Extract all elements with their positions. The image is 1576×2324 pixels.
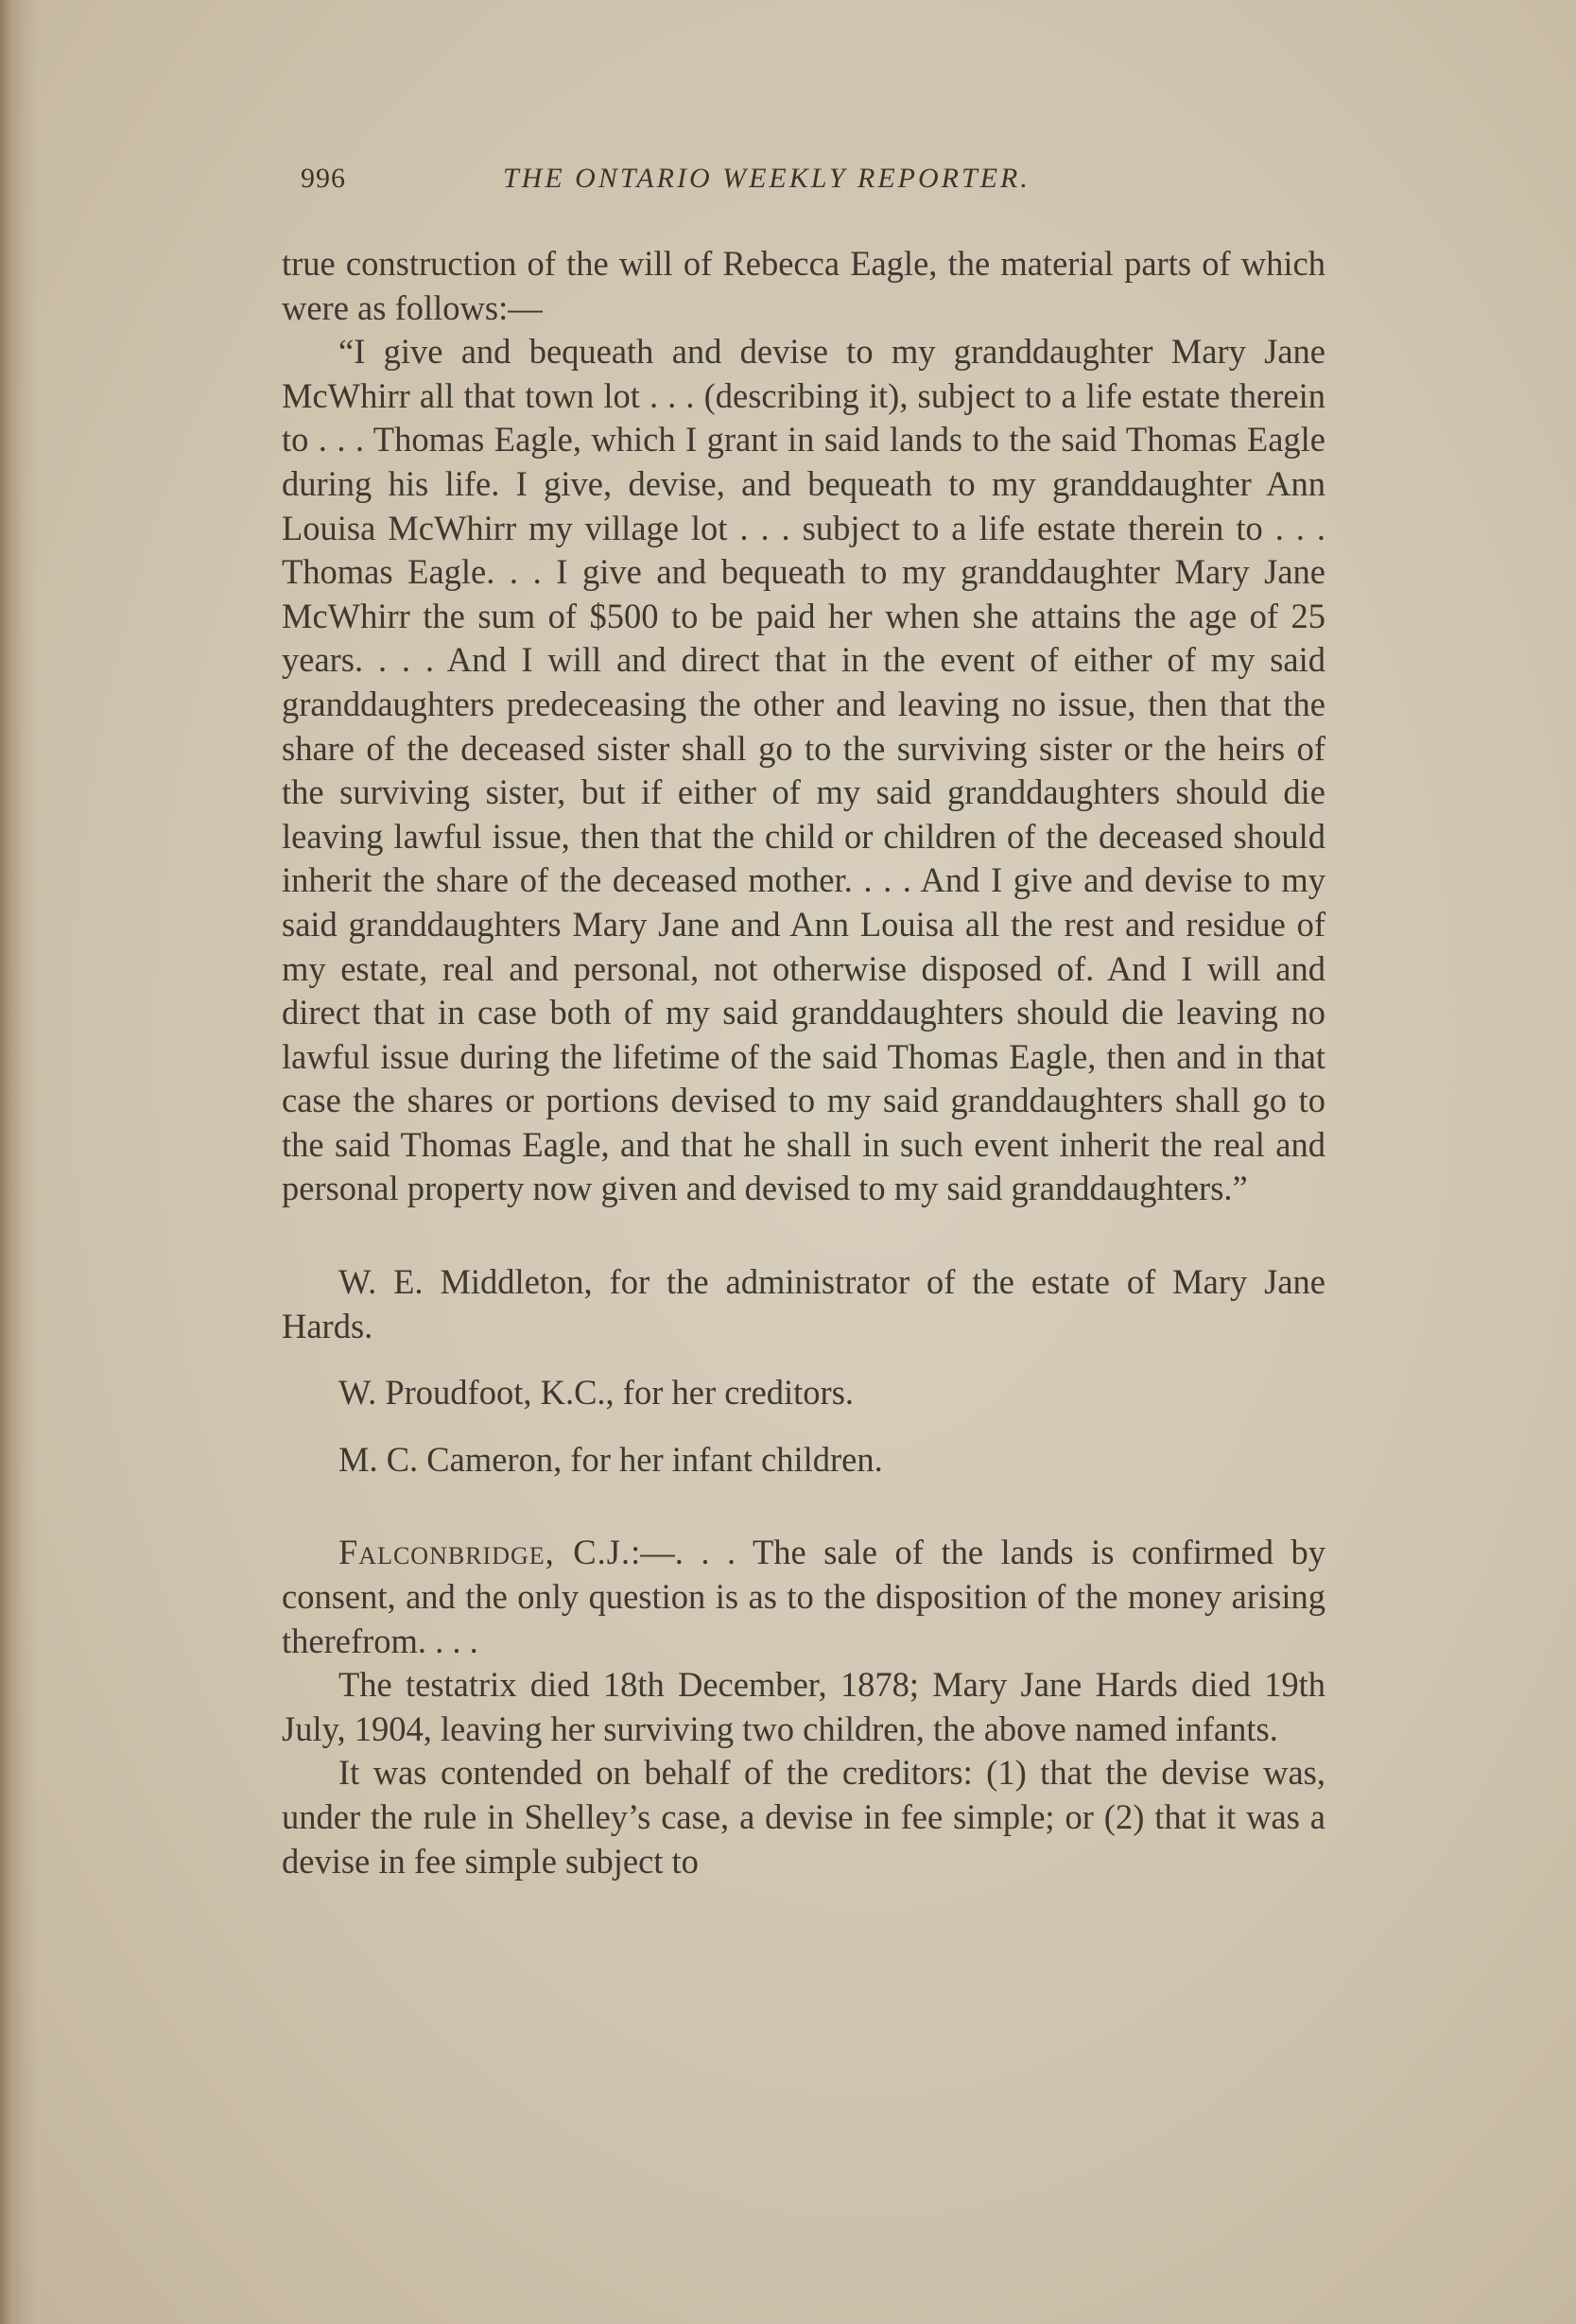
page-body xyxy=(282,242,1325,1883)
judgment-paragraph-1 xyxy=(282,1531,1325,1663)
counsel-administrator: W. E. Middleton, for the administrator of the estate of Mary Jane Hards. xyxy=(282,1262,1325,1345)
paragraph-intro: true construction of the will of Rebecca Eagle, the material parts of which were as follows:— xyxy=(282,244,1325,327)
counsel-creditors: W. Proudfoot, K.C., for her creditors. xyxy=(338,1373,855,1413)
page-header xyxy=(301,163,1312,210)
judgment-paragraph-3: It was contended on behalf of the creditors: (1) that the devise was, under the rule in Shelley’s case, a devise in fee simple; or (2) that it was a devise in fee simple subject to xyxy=(282,1753,1325,1881)
judgment-text-1: :—. . . The sale of the lands is confirmed by consent, and the only question is as to the disposition of the money arising therefrom. . . . xyxy=(282,1533,1325,1660)
page-number: 996 xyxy=(301,163,346,194)
judgment-paragraph-2: The testatrix died 18th December, 1878; Mary Jane Hards died 19th July, 1904, leaving her surviving two children, the above named infants. xyxy=(282,1665,1325,1748)
running-title: THE ONTARIO WEEKLY REPORTER. xyxy=(503,163,1030,194)
will-quotation: “I give and bequeath and devise to my granddaughter Mary Jane McWhirr all that town lot . . . (describing it), subject to a life estate therein to . . . Thomas Eagle, which I grant in said lands to the said Thomas Eagle during his life. I give, devise, and bequeath to my granddaughter Ann Louisa McWhirr my village lot . . . subject to a life estate therein to . . . Thomas Eagle. . . I give and bequeath to my granddaughter Mary Jane McWhirr the sum of $500 to be paid her when she attains the age of 25 years. . . . And I will and direct that in the event of either of my said granddaughters predeceasing the other and leaving no issue, then that the share of the deceased sister shall go to the surviving sister or the heirs of the surviving sister, but if either of my said granddaughters should die leaving lawful issue, then that the child or children of the deceased should inherit the share of the deceased mother. . . . And I give and devise to my said granddaughters Mary Jane and Ann Louisa all the rest and residue of my estate, real and personal, not otherwise disposed of. And I will and direct that in case both of my said granddaughters should die leaving no lawful issue during the lifetime of the said Thomas Eagle, then and in that case the shares or portions devised to my said granddaughters shall go to the said Thomas Eagle, and that he shall in such event inherit the real and personal property now given and devised to my said granddaughters.” xyxy=(282,332,1325,1208)
judge-name: Falconbridge, C.J. xyxy=(338,1533,632,1572)
counsel-infants: M. C. Cameron, for her infant children. xyxy=(338,1439,883,1479)
book-binding-edge xyxy=(0,0,21,2324)
